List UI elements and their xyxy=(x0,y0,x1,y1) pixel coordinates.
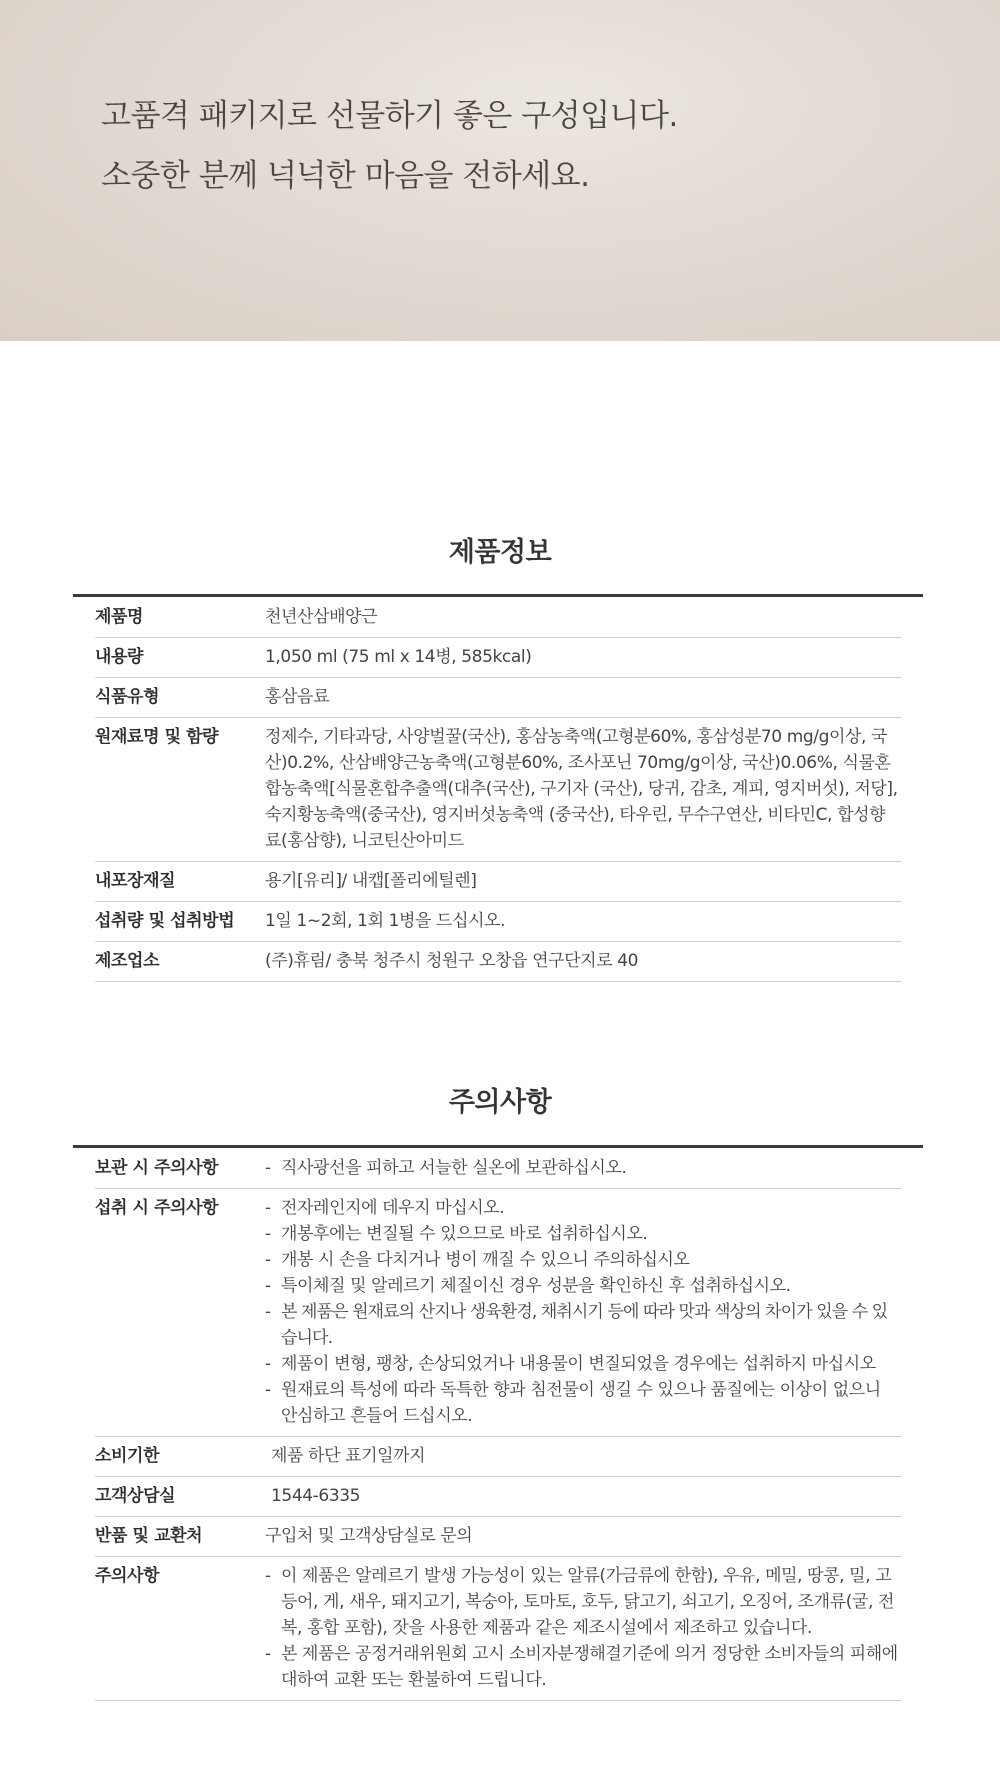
row-value: 1544-6335 xyxy=(265,1477,901,1517)
product-info-title: 제품정보 xyxy=(448,537,552,568)
table-row xyxy=(95,598,901,638)
table-row xyxy=(95,678,901,718)
caution-top-rule xyxy=(73,1145,923,1148)
row-value: 1,050 ml (75 ml x 14병, 585kcal) xyxy=(265,638,901,678)
table-row xyxy=(95,1477,901,1517)
hero-line-1: 고품격 패키지로 선물하기 좋은 구성입니다. xyxy=(101,98,678,134)
row-label: 반품 및 교환처 xyxy=(95,1517,265,1557)
list-item: - 특이체질 및 알레르기 체질이신 경우 성분을 확인하신 후 섭취하십시오. xyxy=(265,1273,901,1299)
table-row xyxy=(95,1437,901,1477)
caution-table xyxy=(95,1149,901,1701)
list-item: - 본 제품은 원재료의 산지나 생육환경, 채취시기 등에 따라 맛과 색상의 차이가 있을 수 있습니다. xyxy=(265,1299,901,1351)
product-info-table xyxy=(95,598,901,982)
list-item: - 원재료의 특성에 따라 독특한 향과 침전물이 생길 수 있으나 품질에는 이상이 없으니 안심하고 흔들어 드십시오. xyxy=(265,1377,901,1429)
row-value: 정제수, 기타과당, 사양벌꿀(국산), 홍삼농축액(고형분60%, 홍삼성분70 mg/g이상, 국산)0.2%, 산삼배양근농축액(고형분60%, 조사포닌 70mg/g이상, 국산)0.06%, 식물혼합농축액[식물혼합추출액(대추(국산), 구기자 (국산), 당귀, 감초, 계피, 영지버섯), 저당], 숙지황농축액(중국산), 영지버섯농축액 (중국산), 타우린, 무수구연산, 비타민C, 합성향료(홍삼향), 니코틴산아미드 xyxy=(265,718,901,862)
row-label: 고객상담실 xyxy=(95,1477,265,1517)
row-value: 천년산삼배양근 xyxy=(265,598,901,638)
list-item: - 제품이 변형, 팽창, 손상되었거나 내용물이 변질되었을 경우에는 섭취하지 마십시오 xyxy=(265,1351,901,1377)
row-label: 제조업소 xyxy=(95,942,265,982)
list-item: - 본 제품은 공정거래위원회 고시 소비자분쟁해결기준에 의거 정당한 소비자들의 피해에 대하여 교환 또는 환불하여 드립니다. xyxy=(265,1641,901,1693)
row-value xyxy=(265,1189,901,1437)
intake-list xyxy=(265,1195,901,1429)
list-item: - 전자레인지에 데우지 마십시오. xyxy=(265,1195,901,1221)
table-row xyxy=(95,942,901,982)
row-value: (주)휴림/ 충북 청주시 청원구 오창읍 연구단지로 40 xyxy=(265,942,901,982)
table-row xyxy=(95,1517,901,1557)
row-label: 섭취량 및 섭취방법 xyxy=(95,902,265,942)
table-row xyxy=(95,902,901,942)
notice-list xyxy=(265,1563,901,1693)
table-row xyxy=(95,718,901,862)
list-item: - 개봉후에는 변질될 수 있으므로 바로 섭취하십시오. xyxy=(265,1221,901,1247)
product-info-top-rule xyxy=(73,594,923,597)
caution-title: 주의사항 xyxy=(448,1087,552,1118)
row-label: 소비기한 xyxy=(95,1437,265,1477)
row-value: 제품 하단 표기일까지 xyxy=(265,1437,901,1477)
row-label: 내포장재질 xyxy=(95,862,265,902)
row-label: 원재료명 및 함량 xyxy=(95,718,265,862)
row-label: 식품유형 xyxy=(95,678,265,718)
row-value: 용기[유리]/ 내캡[폴리에틸렌] xyxy=(265,862,901,902)
table-row xyxy=(95,638,901,678)
row-value: 구입처 및 고객상담실로 문의 xyxy=(265,1517,901,1557)
storage-list xyxy=(265,1155,901,1181)
row-value: 1일 1~2회, 1회 1병을 드십시오. xyxy=(265,902,901,942)
row-value: 홍삼음료 xyxy=(265,678,901,718)
table-row xyxy=(95,1149,901,1189)
row-value xyxy=(265,1557,901,1701)
hero-line-2: 소중한 분께 넉넉한 마음을 전하세요. xyxy=(101,158,590,194)
hero-banner xyxy=(0,0,1000,341)
row-value xyxy=(265,1149,901,1189)
table-row xyxy=(95,1189,901,1437)
row-label: 보관 시 주의사항 xyxy=(95,1149,265,1189)
list-item: - 이 제품은 알레르기 발생 가능성이 있는 알류(가금류에 한함), 우유, 메밀, 땅콩, 밀, 고등어, 게, 새우, 돼지고기, 복숭아, 토마토, 호두, 닭고기, 쇠고기, 오징어, 조개류(굴, 전복, 홍합 포함), 잣을 사용한 제품과 같은 제조시설에서 제조하고 있습니다. xyxy=(265,1563,901,1641)
table-row xyxy=(95,1557,901,1701)
row-label: 섭취 시 주의사항 xyxy=(95,1189,265,1437)
row-label: 주의사항 xyxy=(95,1557,265,1701)
list-item: - 직사광선을 피하고 서늘한 실온에 보관하십시오. xyxy=(265,1155,901,1181)
row-label: 내용량 xyxy=(95,638,265,678)
row-label: 제품명 xyxy=(95,598,265,638)
list-item: - 개봉 시 손을 다치거나 병이 깨질 수 있으니 주의하십시오 xyxy=(265,1247,901,1273)
table-row xyxy=(95,862,901,902)
